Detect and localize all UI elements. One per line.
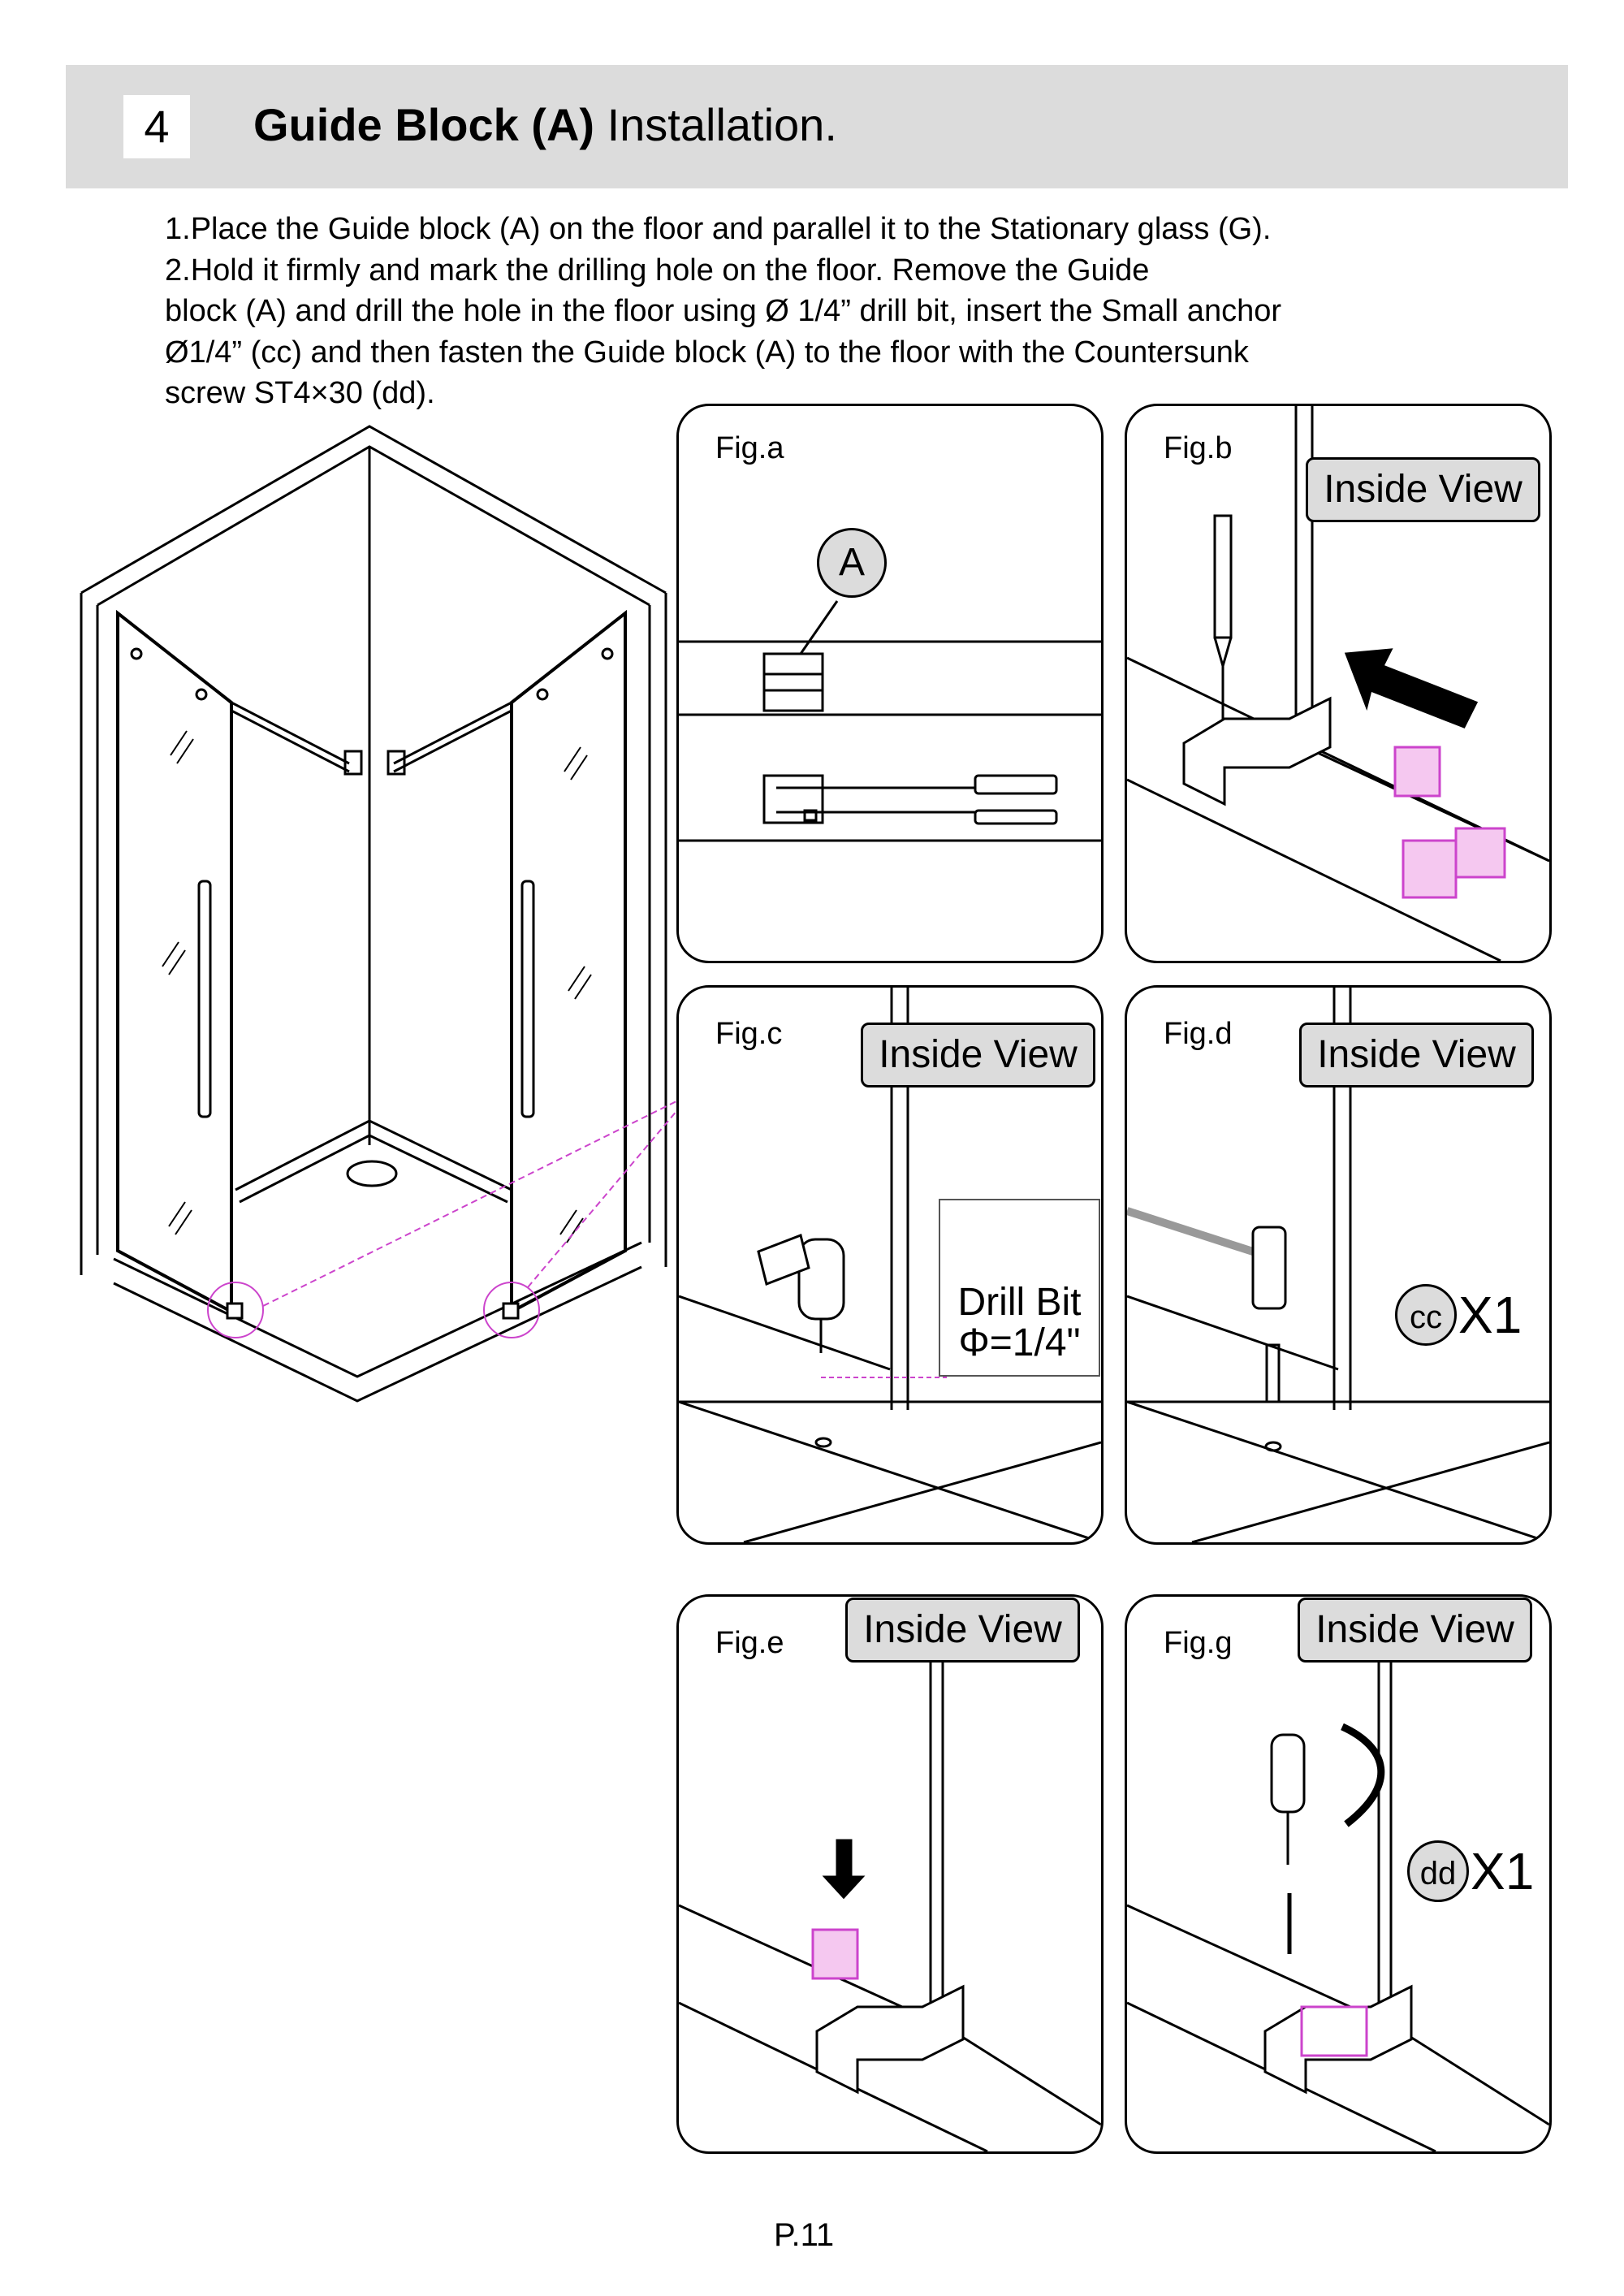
- anchor-cc-count-badge: [1395, 1284, 1522, 1346]
- page-number: P.11: [774, 2217, 835, 2253]
- roller-part: [975, 776, 1056, 793]
- hammer-illustration: [1127, 1211, 1285, 1308]
- direction-arrow: [1346, 650, 1476, 727]
- floor-hole: [1266, 1442, 1281, 1451]
- drill-illustration: [758, 1235, 844, 1353]
- fig-g-view-tag: Inside View: [1298, 1598, 1532, 1663]
- drill-bit-size: Φ=1/4": [958, 1321, 1081, 1364]
- down-arrow: [825, 1840, 862, 1897]
- fig-c-view-tag: Inside View: [861, 1023, 1095, 1087]
- fig-d-view-tag: Inside View: [1299, 1023, 1534, 1087]
- part-cc-quantity: X1: [1458, 1286, 1522, 1344]
- screw-hole: [538, 690, 547, 699]
- pencil-body: [1215, 516, 1231, 638]
- instructions: [165, 209, 1448, 414]
- floor-line: [947, 2027, 1101, 2125]
- screw-hole: [132, 649, 141, 659]
- figure-a-panel: [676, 404, 1104, 963]
- screw-hole: [197, 690, 206, 699]
- step-header: [66, 65, 1568, 188]
- floor-line: [1127, 1296, 1338, 1369]
- drill-bit-spec-box: [939, 1199, 1100, 1377]
- instruction-line: block (A) and drill the hole in the floor using Ø 1/4” drill bit, insert the Small anchor: [165, 294, 1281, 328]
- callout-leader: [801, 601, 837, 654]
- guide-block-right: [503, 1304, 518, 1318]
- guide-block-highlight: [1456, 828, 1505, 877]
- shower-tray-front-edge: [114, 1243, 641, 1377]
- guide-block-highlight: [1403, 841, 1456, 897]
- title-part-name: Guide Block (A): [253, 99, 595, 150]
- shower-tray-base: [114, 1267, 641, 1401]
- floor-line: [1192, 1442, 1549, 1542]
- top-rail-right: [394, 703, 512, 763]
- fig-a-drawing: [679, 406, 1101, 961]
- part-dd-callout: dd: [1407, 1840, 1469, 1902]
- glass-reflection-marks: [162, 731, 591, 1243]
- instruction-line: 2.Hold it firmly and mark the drilling hole on the floor. Remove the Guide: [165, 253, 1150, 288]
- part-cc-callout: cc: [1395, 1284, 1457, 1346]
- fig-b-view-tag: Inside View: [1306, 457, 1540, 522]
- floor-line: [679, 1296, 890, 1369]
- fig-e-drawing: [679, 1597, 1101, 2151]
- top-rail-right-2: [394, 711, 512, 772]
- floor-line: [1395, 2027, 1549, 2125]
- figure-e-panel: [676, 1594, 1104, 2154]
- floor-line: [744, 1442, 1101, 1542]
- top-rail-left: [231, 703, 349, 763]
- figure-d-panel: [1125, 985, 1552, 1545]
- drill-bit-label: Drill Bit: [957, 1281, 1082, 1324]
- step-number: 4: [123, 95, 190, 158]
- roller-part: [975, 811, 1056, 824]
- figure-g-panel: [1125, 1594, 1552, 2154]
- fig-g-label: Fig.g: [1164, 1626, 1233, 1660]
- fig-e-view-tag: Inside View: [845, 1598, 1080, 1663]
- shower-tray-back-edge: [235, 1121, 512, 1190]
- tray-drain: [348, 1161, 396, 1186]
- fig-e-label: Fig.e: [715, 1626, 784, 1660]
- fig-d-label: Fig.d: [1164, 1017, 1233, 1051]
- screw-dd-count-badge: [1407, 1840, 1534, 1902]
- title-action: Installation.: [594, 99, 837, 150]
- floor-line: [1127, 1402, 1549, 1542]
- left-stationary-glass: [118, 613, 231, 1312]
- fig-c-label: Fig.c: [715, 1017, 783, 1051]
- instruction-line: screw ST4×30 (dd).: [165, 376, 435, 410]
- enclosure-back-top-edge: [81, 426, 666, 593]
- guide-block-top-view: [764, 654, 823, 711]
- enclosure-overview-illustration: [73, 422, 690, 1413]
- guide-block-highlight: [1395, 747, 1440, 796]
- fig-a-label: Fig.a: [715, 431, 784, 465]
- anchor-plug: [1267, 1345, 1279, 1402]
- figure-b-panel: [1125, 404, 1552, 963]
- floor-hole: [816, 1438, 831, 1446]
- fig-b-label: Fig.b: [1164, 431, 1233, 465]
- floor-line: [679, 1402, 1101, 1542]
- instruction-line: 1.Place the Guide block (A) on the floor and parallel it to the Stationary glass (G).: [165, 212, 1272, 246]
- top-rail-left-2: [231, 711, 349, 772]
- guide-block-highlight: [813, 1930, 857, 1978]
- enclosure-back-inner-edge: [97, 447, 650, 605]
- figure-c-panel: [676, 985, 1104, 1545]
- rotation-arrow: [1342, 1727, 1381, 1824]
- instruction-line: Ø1/4” (cc) and then fasten the Guide block (A) to the floor with the Countersunk: [165, 335, 1249, 370]
- detail-leader-line: [263, 1100, 678, 1306]
- left-door-handle: [199, 881, 210, 1117]
- guide-block-installed: [1184, 698, 1330, 804]
- pencil-tip: [1215, 638, 1231, 666]
- screw-hole: [603, 649, 612, 659]
- right-stationary-glass: [512, 613, 625, 1312]
- guide-block-side-view: [764, 776, 823, 823]
- screwdriver-illustration: [1272, 1735, 1304, 1865]
- part-a-callout: A: [817, 528, 887, 598]
- right-door-handle: [522, 881, 533, 1117]
- part-dd-quantity: X1: [1471, 1842, 1535, 1900]
- step-title: [253, 93, 837, 158]
- guide-block-left: [227, 1304, 242, 1318]
